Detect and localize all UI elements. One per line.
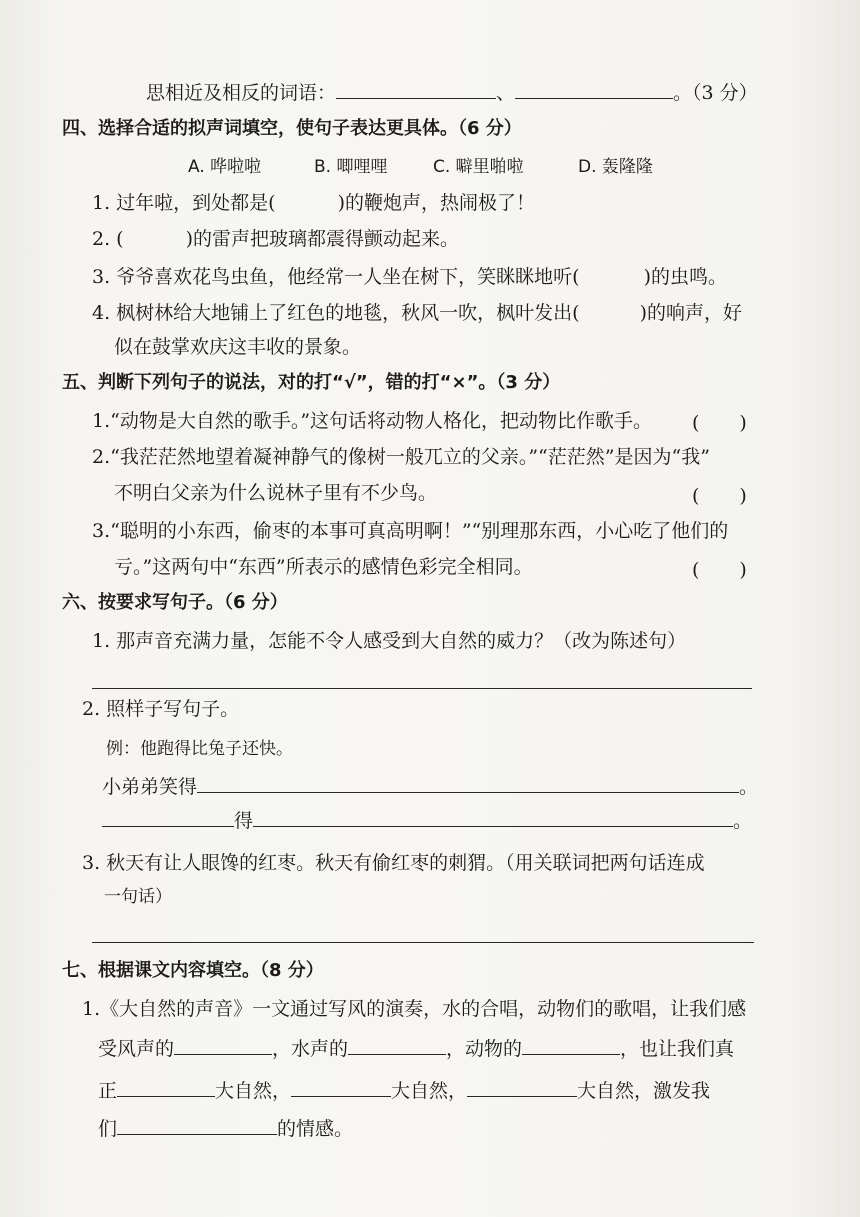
de-text: 得	[234, 810, 254, 832]
bracket: (	[692, 485, 700, 507]
s5-question-3a: 3.“聪明的小东西，偷枣的本事可真高明啊！”“别理那东西，小心吃了他们的	[92, 520, 729, 542]
answer-blank[interactable]	[117, 1078, 215, 1097]
answer-blank[interactable]	[253, 808, 733, 827]
answer-blank[interactable]	[174, 1036, 272, 1055]
option-a: A. 哗啦啦	[188, 157, 262, 177]
period: 。	[673, 82, 693, 104]
answer-blank[interactable]	[515, 80, 673, 99]
section-6-heading: 六、按要求写句子。（6 分）	[62, 592, 288, 613]
s4-question-2	[92, 226, 459, 252]
bracket: (	[692, 559, 700, 581]
s6-question-3a: 3. 秋天有让人眼馋的红枣。秋天有偷红枣的刺猬。（用关联词把两句话连成	[82, 852, 705, 874]
s5-question-3b: 亏。”这两句中“东西”所表示的感情色彩完全相同。	[114, 556, 533, 578]
s5-question-1: 1.“动物是大自然的歌手。”这句话将动物人格化，把动物比作歌手。	[92, 410, 653, 432]
answer-blank[interactable]	[348, 1036, 446, 1055]
s6-fill-de	[102, 808, 752, 834]
text: ，水声的	[272, 1038, 349, 1060]
question-text: 4. 枫树林给大地铺上了红色的地毯，秋风一吹，枫叶发出(	[92, 302, 580, 324]
answer-blank[interactable]	[336, 80, 496, 99]
bracket: )	[739, 485, 747, 507]
bracket: (	[692, 412, 700, 434]
s6-fill-lead	[102, 774, 758, 800]
section-4-heading: 四、选择合适的拟声词填空，使句子表达更具体。（6 分）	[62, 118, 522, 139]
text: 们	[98, 1118, 118, 1140]
lead-text: 小弟弟笑得	[102, 776, 198, 798]
s4-question-1	[92, 190, 535, 216]
text: 大自然，	[215, 1080, 292, 1102]
text: ，动物的	[446, 1038, 523, 1060]
period: 。	[739, 776, 759, 798]
option-c: C. 噼里啪啦	[433, 157, 524, 177]
text: ，也让我们真	[620, 1038, 735, 1060]
option-b: B. 唧哩哩	[314, 157, 388, 177]
text: 大自然，	[391, 1080, 468, 1102]
prompt-text: 思相近及相反的词语：	[146, 82, 337, 104]
s4-question-4-cont: 似在鼓掌欢庆这丰收的景象。	[114, 336, 362, 358]
question-text: 3. 爷爷喜欢花鸟虫鱼，他经常一人坐在树下，笑眯眯地听(	[92, 266, 580, 288]
text: 大自然，激发我	[577, 1080, 711, 1102]
answer-blank[interactable]	[522, 1036, 620, 1055]
s6-question-3b: 一句话）	[104, 887, 172, 907]
judge-slot[interactable]	[692, 483, 747, 509]
answer-line[interactable]	[92, 942, 754, 943]
s4-question-3	[92, 264, 727, 290]
question-text: 2. (	[92, 228, 124, 250]
s4-question-4	[92, 300, 742, 326]
judge-slot[interactable]	[692, 410, 747, 436]
separator: 、	[496, 82, 516, 104]
s6-question-1: 1. 那声音充满力量，怎能不令人感受到大自然的威力？（改为陈述句）	[92, 630, 687, 652]
answer-blank[interactable]	[197, 774, 739, 793]
question-text: )的鞭炮声，热闹极了！	[337, 192, 536, 214]
text: 受风声的	[98, 1038, 175, 1060]
s6-question-2: 2. 照样子写句子。	[82, 698, 240, 720]
question-text: )的虫鸣。	[643, 266, 728, 288]
text: 正	[98, 1080, 118, 1102]
s5-question-2a: 2.“我茫茫然地望着凝神静气的像树一般兀立的父亲。”“茫茫然”是因为“我”	[92, 446, 710, 468]
question-text: 1. 过年啦，到处都是(	[92, 192, 276, 214]
answer-blank[interactable]	[291, 1078, 391, 1097]
section-7-heading: 七、根据课文内容填空。（8 分）	[62, 960, 324, 981]
answer-blank[interactable]	[467, 1078, 577, 1097]
period: 。	[733, 810, 753, 832]
score-label: （3 分）	[692, 82, 758, 104]
question-text: )的雷声把玻璃都震得颤动起来。	[185, 228, 460, 250]
answer-blank[interactable]	[117, 1116, 277, 1135]
synonym-antonym-line	[146, 80, 758, 106]
s7-line-3	[98, 1078, 710, 1104]
s7-line-1: 1.《大自然的声音》一文通过写风的演奏，水的合唱，动物们的歌唱，让我们感	[82, 998, 747, 1020]
text: 的情感。	[277, 1118, 354, 1140]
s7-line-2	[98, 1036, 734, 1062]
answer-blank[interactable]	[102, 808, 234, 827]
option-d: D. 轰隆隆	[578, 157, 653, 177]
section-5-heading: 五、判断下列句子的说法，对的打“√”，错的打“×”。（3 分）	[62, 372, 561, 393]
bracket: )	[739, 412, 747, 434]
bracket: )	[739, 559, 747, 581]
question-text: )的响声，好	[639, 302, 743, 324]
answer-line[interactable]	[92, 688, 752, 689]
s5-question-2b: 不明白父亲为什么说林子里有不少鸟。	[114, 482, 438, 504]
example-sentence: 例：他跑得比兔子还快。	[106, 739, 293, 759]
judge-slot[interactable]	[692, 557, 747, 583]
s7-line-4	[98, 1116, 353, 1142]
